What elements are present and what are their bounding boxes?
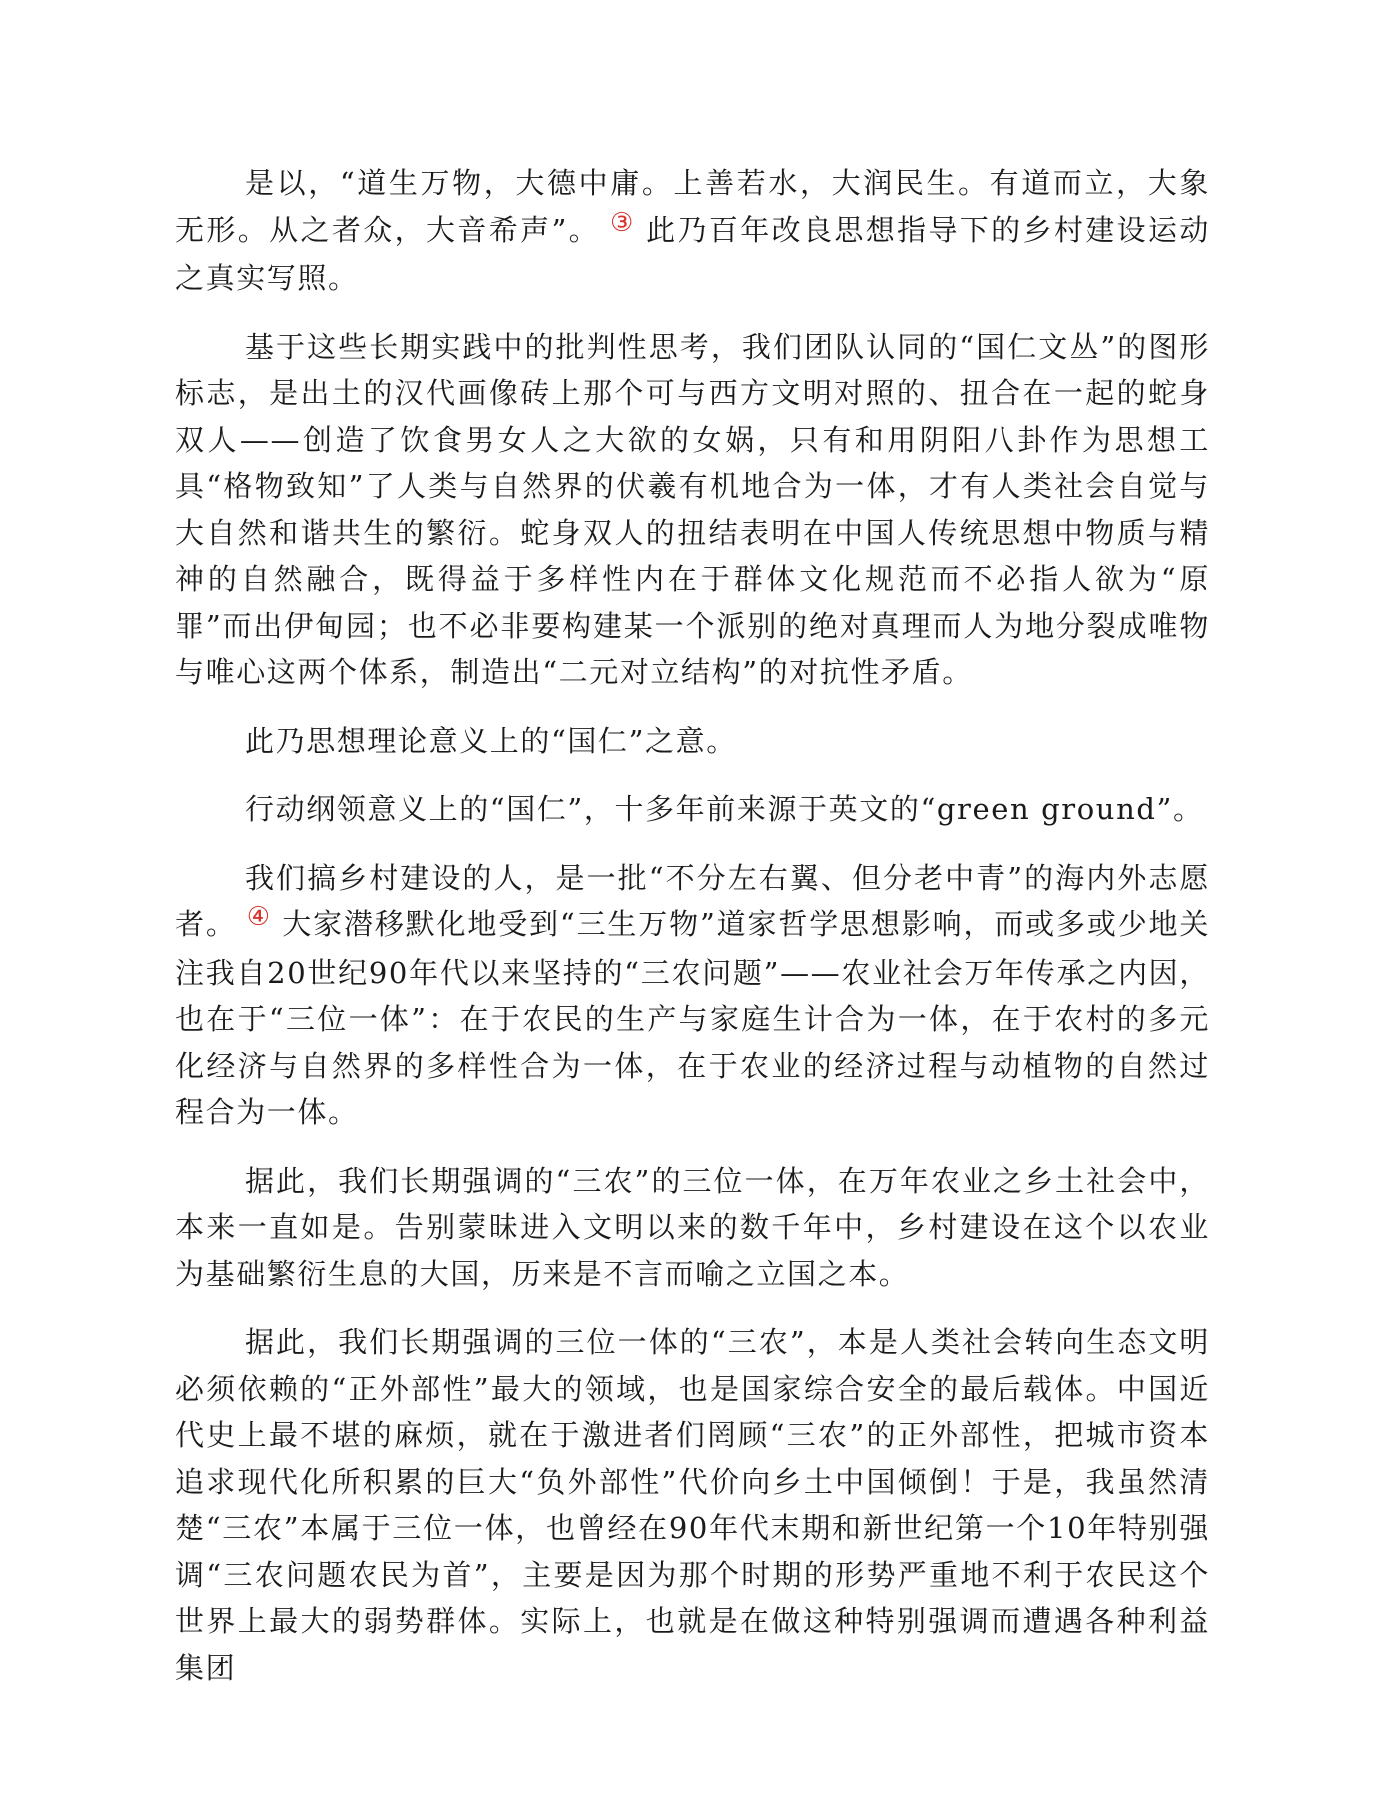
paragraph-6 bbox=[175, 1158, 1210, 1298]
paragraph-text: 据此，我们长期强调的三位一体的“三农”，本是人类社会转向生态文明必须依赖的“正外部性”最大的领域，也是国家综合安全的最后载体。中国近代史上最不堪的麻烦，就在于激进者们罔顾“三农”的正外部性，把城市资本追求现代化所积累的巨大“负外部性”代价向乡土中国倾倒！于是，我虽然清楚“三农”本属于三位一体，也曾经在90年代末期和新世纪第一个10年特别强调“三农问题农民为首”，主要是因为那个时期的形势严重地不利于农民这个世界上最大的弱势群体。实际上，也就是在做这种特别强调而遭遇各种利益集团 bbox=[175, 1325, 1210, 1685]
paragraph-2 bbox=[175, 324, 1210, 696]
paragraph-text: 行动纲领意义上的“国仁”，十多年前来源于英文的“green ground”。 bbox=[245, 792, 1204, 826]
body-text bbox=[175, 160, 1210, 1713]
paragraph-text: 据此，我们长期强调的“三农”的三位一体，在万年农业之乡土社会中，本来一直如是。告别蒙昧进入文明以来的数千年中，乡村建设在这个以农业为基础繁衍生息的大国，历来是不言而喻之立国之本。 bbox=[175, 1163, 1210, 1291]
paragraph-text: 基于这些长期实践中的批判性思考，我们团队认同的“国仁文丛”的图形标志，是出土的汉代画像砖上那个可与西方文明对照的、扭合在一起的蛇身双人——创造了饮食男女人之大欲的女娲，只有和用阴阳八卦作为思想工具“格物致知”了人类与自然界的伏羲有机地合为一体，才有人类社会自觉与大自然和谐共生的繁衍。蛇身双人的扭结表明在中国人传统思想中物质与精神的自然融合，既得益于多样性内在于群体文化规范而不必指人欲为“原罪”而出伊甸园；也不必非要构建某一个派别的绝对真理而人为地分裂成唯物与唯心这两个体系，制造出“二元对立结构”的对抗性矛盾。 bbox=[175, 329, 1210, 689]
paragraph-1 bbox=[175, 160, 1210, 302]
paragraph-text: 此乃思想理论意义上的“国仁”之意。 bbox=[245, 723, 737, 758]
footnote-marker-3[interactable]: ③ bbox=[610, 207, 635, 238]
paragraph-7 bbox=[175, 1319, 1210, 1691]
paragraph-5 bbox=[175, 855, 1210, 1136]
paragraph-text: 是以，“道生万物，大德中庸。上善若水，大润民生。有道而立，大象无形。从之者众，大音希声”。 bbox=[175, 166, 1210, 247]
paragraph-text: 我们搞乡村建设的人，是一批“不分左右翼、但分老中青”的海内外志愿者。 bbox=[175, 860, 1210, 941]
paragraph-4 bbox=[175, 786, 1210, 833]
paragraph-text: 此乃百年改良思想指导下的乡村建设运动之真实写照。 bbox=[175, 212, 1211, 295]
paragraph-text: 大家潜移默化地受到“三生万物”道家哲学思想影响，而或多或少地关注我自20世纪90年代以来坚持的“三农问题”——农业社会万年传承之内因，也在于“三位一体”：在于农民的生产与家庭生计合为一体，在于农村的多元化经济与自然界的多样性合为一体，在于农业的经济过程与动植物的自然过程合为一体。 bbox=[175, 907, 1210, 1129]
paragraph-3 bbox=[175, 718, 1210, 765]
footnote-marker-4[interactable]: ④ bbox=[246, 902, 271, 932]
